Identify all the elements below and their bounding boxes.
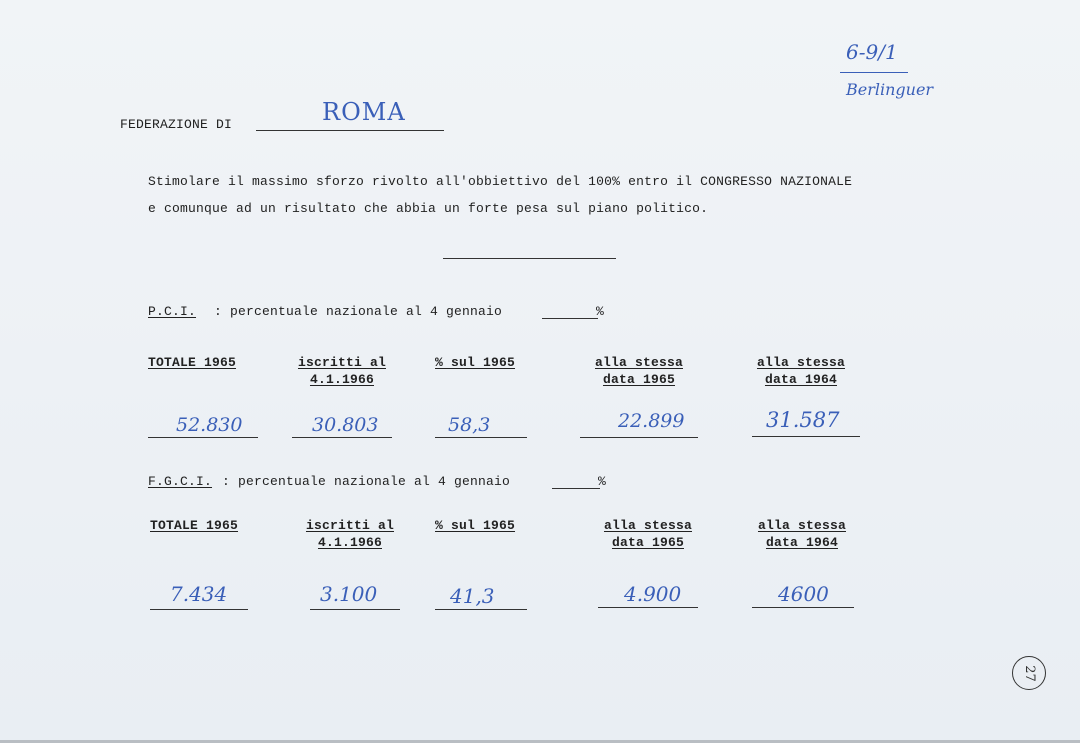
fgci-header-0: TOTALE 1965 [150,518,239,533]
fgci-value-line-0 [150,609,248,610]
federazione-value: ROMA [322,98,406,126]
fgci-label: F.G.C.I. [148,474,213,489]
page-number-circle [1012,656,1046,690]
fgci-value-line-3 [598,607,698,608]
fgci-value-3: 4.900 [624,582,682,606]
fgci-header-1: iscritti al 4.1.1966 [305,518,394,550]
pci-value-line-1 [292,437,392,438]
fgci-value-line-1 [310,609,400,610]
pci-suffix: : percentuale nazionale al 4 gennaio [214,304,503,319]
pci-value-line-0 [148,437,258,438]
pci-value-line-2 [435,437,527,438]
pci-value-0: 52.830 [176,414,243,436]
pci-value-line-4 [752,436,860,437]
note-divider [840,72,908,73]
intro-line-1: Stimolare il massimo sforzo rivolto all'obbiettivo del 100% entro il CONGRESSO NAZIONALE [148,174,853,189]
fgci-header-3: alla stessa data 1965 [603,518,692,550]
federazione-line [256,130,444,131]
pci-header-4: alla stessa data 1964 [756,355,845,387]
note-date: 6-9/1 [846,40,898,64]
pci-value-3: 22.899 [618,410,685,432]
fgci-header-4: alla stessa data 1964 [757,518,846,550]
pci-header-3: alla stessa data 1965 [594,355,683,387]
fgci-value-1: 3.100 [320,582,378,606]
pci-header-0: TOTALE 1965 [148,355,237,370]
fgci-suffix: : percentuale nazionale al 4 gennaio [222,474,511,489]
fgci-percent-line [552,488,600,489]
note-name: Berlinguer [846,80,934,99]
fgci-value-4: 4600 [778,582,829,606]
fgci-header-2: % sul 1965 [435,518,516,533]
fgci-value-line-2 [435,609,527,610]
pci-value-1: 30.803 [312,414,379,436]
pci-value-4: 31.587 [766,408,840,432]
pci-percent-line [542,318,598,319]
pci-percent-sign: % [596,304,605,319]
pci-value-2: 58,3 [448,414,491,436]
pci-header-2: % sul 1965 [435,355,516,370]
intro-line-2: e comunque ad un risultato che abbia un forte pesa sul piano politico. [148,201,709,216]
fgci-value-0: 7.434 [170,582,228,606]
pci-label: P.C.I. [148,304,197,319]
section-divider [443,258,616,259]
fgci-value-line-4 [752,607,854,608]
pci-header-1: iscritti al 4.1.1966 [297,355,386,387]
page-number: 27 [1021,664,1037,682]
federazione-label: FEDERAZIONE DI [120,117,233,132]
fgci-value-2: 41,3 [450,584,495,608]
fgci-percent-sign: % [598,474,607,489]
pci-value-line-3 [580,437,698,438]
